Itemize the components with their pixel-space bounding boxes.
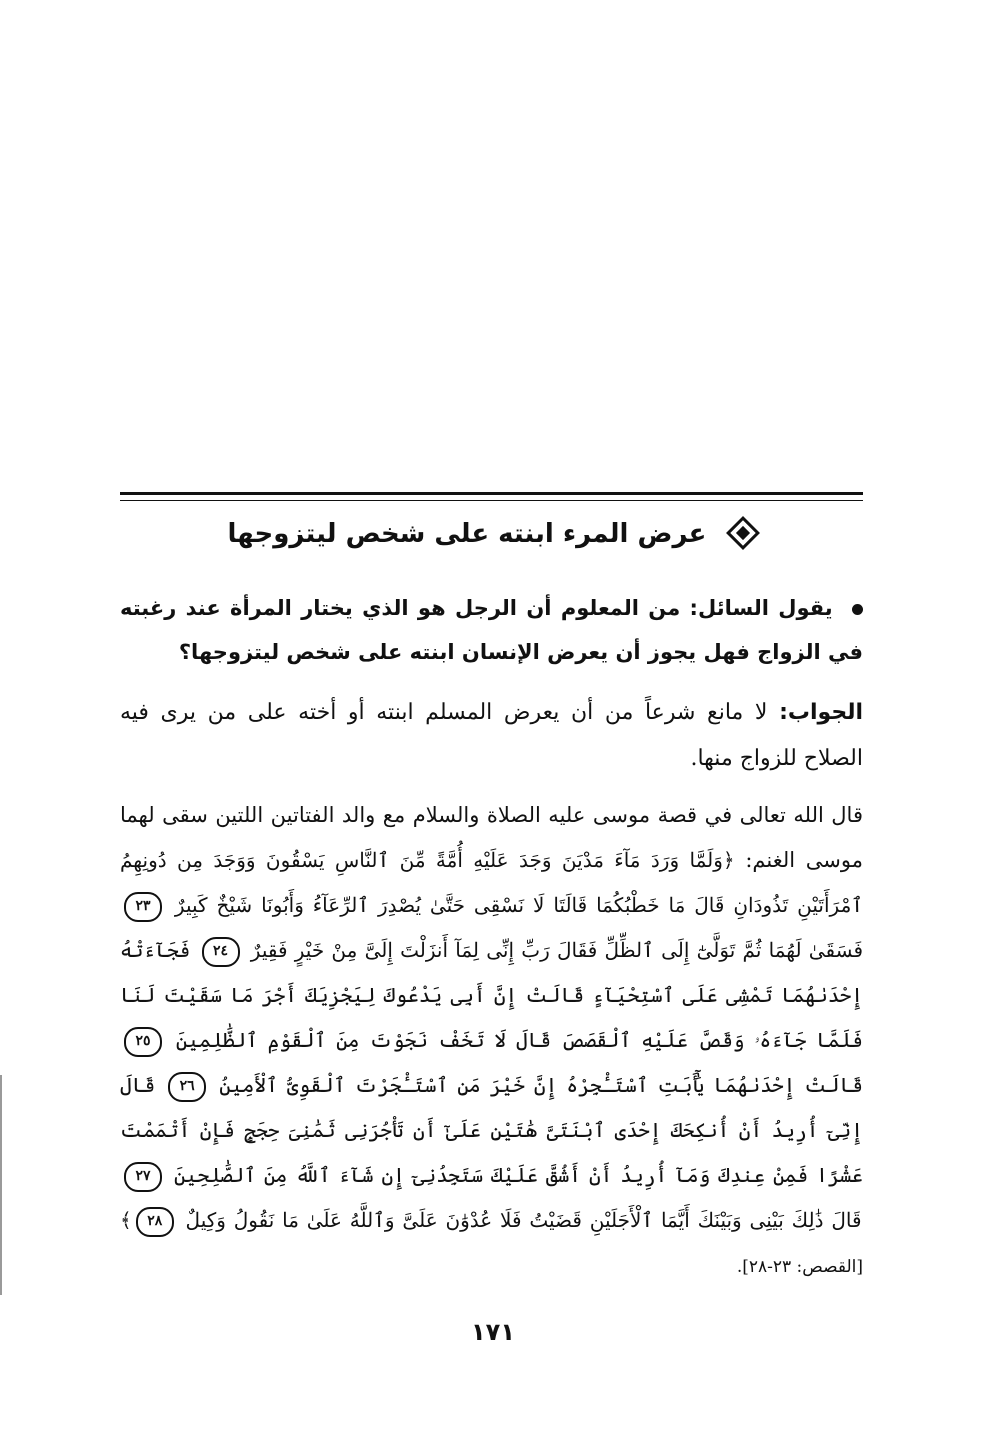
- verse-reference: [القصص: ٢٣-٢٨].: [736, 1257, 863, 1277]
- verse-number: ٢٦: [168, 1072, 206, 1102]
- question-lead: يقول السائل:: [689, 596, 833, 620]
- quran-verses: [120, 848, 863, 1232]
- verse-text: فَجَآءَتْهُ إِحْدَىٰهُمَا تَمْشِى عَلَى ٱسْتِحْيَآءٍ قَالَتْ إِنَّ أَبِى يَدْعُوكَ لِيَجْزِيَكَ أَجْرَ مَا سَقَيْتَ لَنَا فَلَمَّا جَآءَهُۥ وَقَصَّ عَلَيْهِ ٱلْقَصَصَ قَالَ لَا تَخَفْ نَجَوْتَ مِنَ ٱلْقَوْمِ ٱلظَّٰلِمِينَ: [120, 938, 864, 1052]
- section-heading: [120, 508, 863, 560]
- diamond-icon: [726, 516, 760, 550]
- answer-text: لا مانع شرعاً من أن يعرض المسلم ابنته أو أخته على من يرى فيه الصلاح للزواج منها.: [120, 700, 863, 771]
- verse-number: ٢٧: [124, 1162, 162, 1192]
- question-text: من المعلوم أن الرجل هو الذي يختار المرأة عند رغبته في الزواج فهل يجوز أن يعرض الإنسان ابنته على شخص ليتزوجها؟: [120, 596, 863, 664]
- verse-text: قَالَتْ إِحْدَىٰهُمَا يَٰٓأَبَتِ ٱسْتَـْٔجِرْهُ إِنَّ خَيْرَ مَنِ ٱسْتَـْٔجَرْتَ ٱلْقَوِىُّ ٱلْأَمِينُ: [219, 1073, 863, 1097]
- verse-text: قَالَ إِنِّىٓ أُرِيدُ أَنْ أُنكِحَكَ إِحْدَى ٱبْنَتَىَّ هَٰتَيْنِ عَلَىٰٓ أَن تَأْجُرَنِى ثَمَٰنِىَ حِجَجٍ فَإِنْ أَتْمَمْتَ عَشْرًا فَمِنْ عِندِكَ وَمَآ أُرِيدُ أَنْ أَشُقَّ عَلَيْكَ سَتَجِدُنِىٓ إِن شَآءَ ٱللَّهُ مِنَ ٱلصَّٰلِحِينَ: [120, 1073, 863, 1187]
- story-intro: قال الله تعالى في قصة موسى عليه الصلاة والسلام مع والد الفتاتين اللتين سقى لهما موسى الغنم:: [120, 803, 863, 872]
- open-bracket: ﴿: [722, 848, 735, 872]
- verse-number: ٢٨: [136, 1207, 174, 1237]
- section-title: عرض المرء ابنته على شخص ليتزوجها: [227, 519, 707, 549]
- question-paragraph: [120, 586, 863, 674]
- story-paragraph: [120, 793, 863, 1290]
- verse-number: ٢٥: [124, 1027, 162, 1057]
- verse-text: قَالَ ذَٰلِكَ بَيْنِى وَبَيْنَكَ أَيَّمَا ٱلْأَجَلَيْنِ قَضَيْتُ فَلَا عُدْوَٰنَ عَلَىَّ وَٱللَّهُ عَلَىٰ مَا نَقُولُ وَكِيلٌ: [185, 1208, 862, 1232]
- top-rule-thick: [120, 492, 863, 495]
- verse-number: ٢٤: [202, 937, 240, 967]
- top-rule-thin: [120, 500, 863, 501]
- answer-label: الجواب:: [779, 700, 864, 725]
- scan-edge-mark: [0, 1075, 2, 1295]
- verse-text: وَلَمَّا وَرَدَ مَآءَ مَدْيَنَ وَجَدَ عَلَيْهِ أُمَّةً مِّنَ ٱلنَّاسِ يَسْقُونَ وَوَجَدَ مِن دُونِهِمُ ٱمْرَأَتَيْنِ تَذُودَانِ قَالَ مَا خَطْبُكُمَا قَالَتَا لَا نَسْقِى حَتَّىٰ يُصْدِرَ ٱلرِّعَآءُ وَأَبُونَا شَيْخٌ كَبِيرٌ: [120, 848, 863, 917]
- bullet-icon: [852, 604, 863, 615]
- close-bracket: ﴾: [120, 1208, 132, 1232]
- answer-paragraph: [120, 690, 863, 782]
- verse-text: فَسَقَىٰ لَهُمَا ثُمَّ تَوَلَّىٰٓ إِلَى ٱلظِّلِّ فَقَالَ رَبِّ إِنِّى لِمَآ أَنزَلْتَ إِلَىَّ مِنْ خَيْرٍ فَقِيرٌ: [250, 938, 863, 962]
- verse-number: ٢٣: [124, 892, 162, 922]
- page-number: ١٧١: [471, 1318, 515, 1346]
